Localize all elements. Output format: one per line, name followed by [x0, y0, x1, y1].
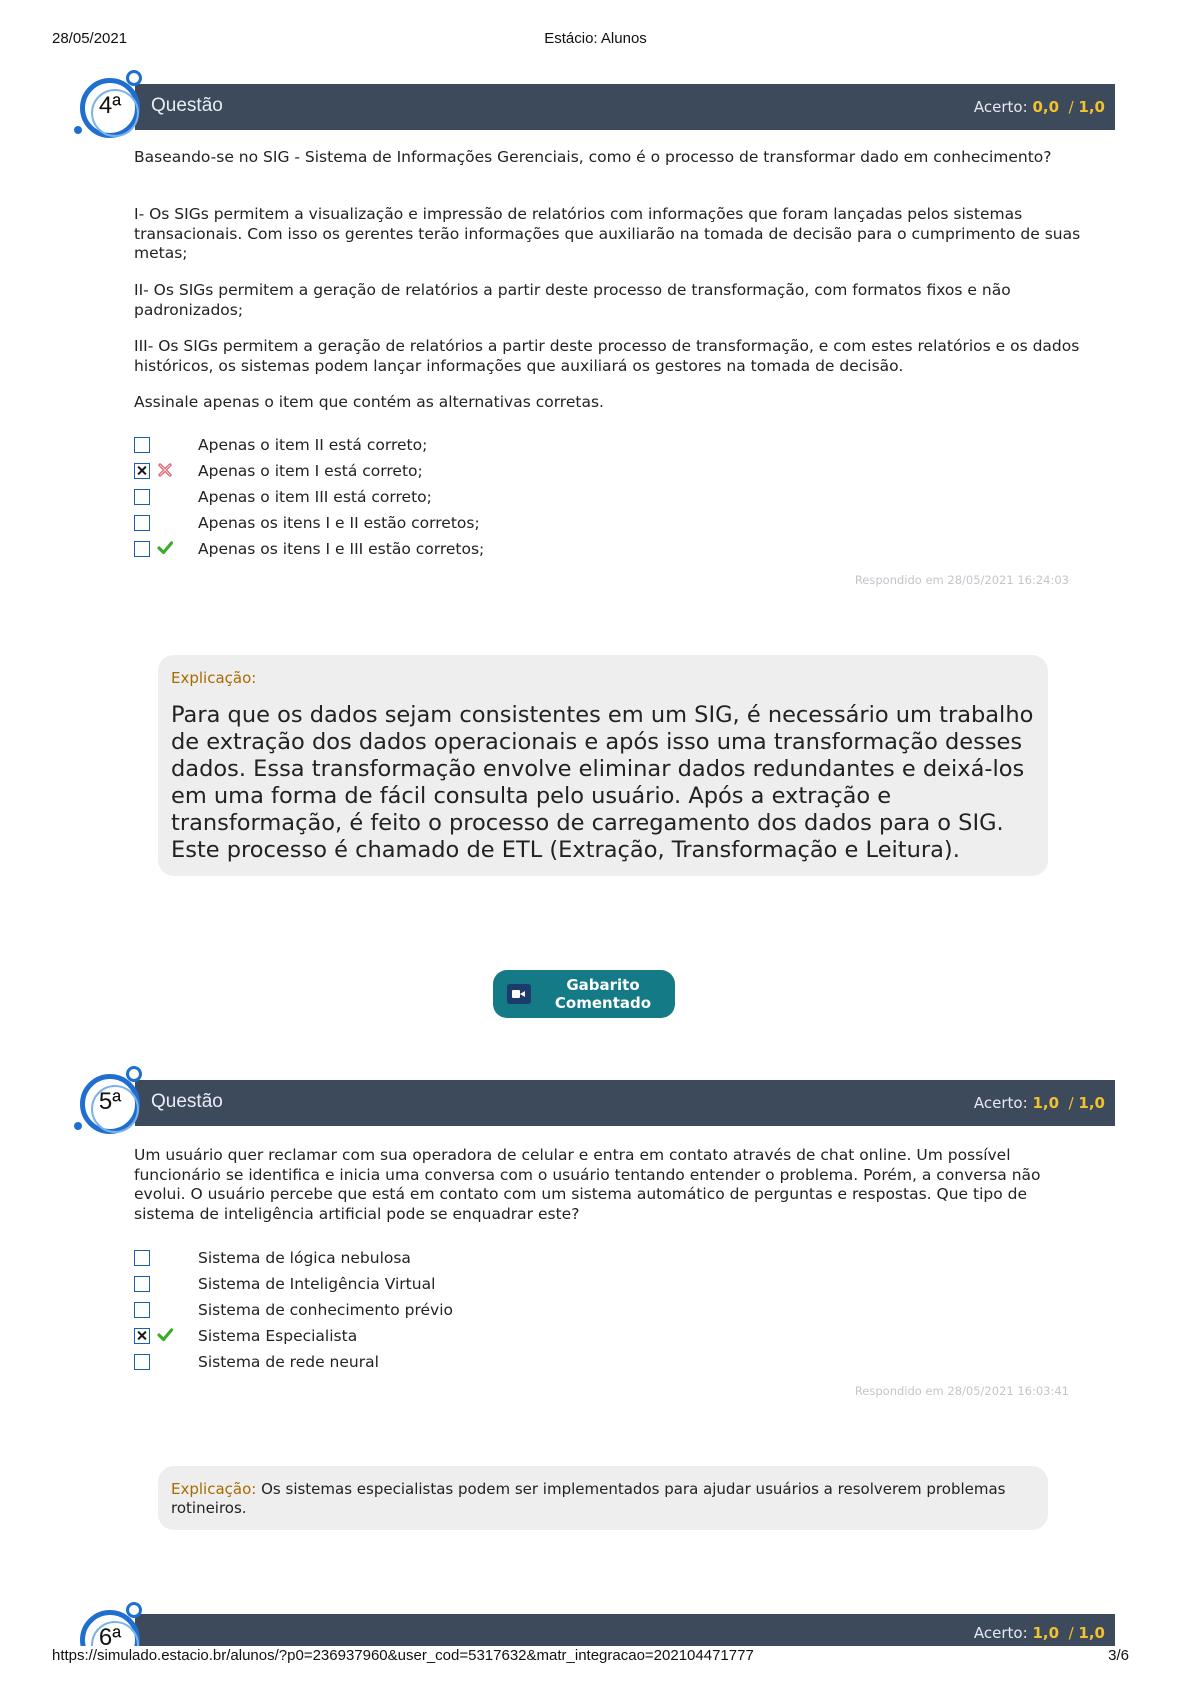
paragraph: III- Os SIGs permitem a geração de relatórios a partir deste processo de transformação, e com estes relatórios e os dados históricos, os sistemas podem lançar informações que auxiliará os gestores na tomada de decisão. — [134, 337, 1080, 375]
question-number-badge — [80, 1600, 150, 1646]
score: Acerto: 1,0 / 1,0 — [973, 1624, 1105, 1642]
print-header — [0, 30, 1191, 52]
question-4-statement — [134, 148, 1084, 168]
option-row[interactable] — [134, 1302, 834, 1324]
checkbox[interactable] — [134, 1250, 150, 1266]
option-row[interactable] — [134, 437, 834, 459]
option-row[interactable] — [134, 515, 834, 537]
checkbox[interactable] — [134, 1276, 150, 1292]
print-title: Estácio: Alunos — [544, 30, 647, 47]
answered-timestamp: Respondido em 28/05/2021 16:03:41 — [854, 1384, 1069, 1398]
option-row[interactable] — [134, 463, 834, 485]
question-number: 4ª — [98, 92, 122, 119]
question-6-header — [135, 1614, 1115, 1646]
checkbox[interactable] — [134, 541, 150, 557]
checkbox[interactable] — [134, 437, 150, 453]
score: Acerto: 1,0 / 1,0 — [973, 1094, 1105, 1112]
score-value: 1,0 — [1032, 1624, 1060, 1642]
paragraph: Baseando-se no SIG - Sistema de Informações Gerenciais, como é o processo de transformar dado em conhecimento? — [134, 148, 1052, 166]
checkbox[interactable] — [134, 1354, 150, 1370]
option-label: Apenas o item I está correto; — [198, 462, 423, 480]
option-label: Sistema de conhecimento prévio — [198, 1301, 453, 1319]
explanation-box — [158, 655, 1048, 876]
print-footer — [0, 1647, 1191, 1669]
option-row[interactable] — [134, 1250, 834, 1272]
paragraph: Assinale apenas o item que contém as alternativas corretas. — [134, 393, 604, 411]
paragraph: II- Os SIGs permitem a geração de relatórios a partir deste processo de transformação, com formatos fixos e não padronizados; — [134, 281, 1011, 319]
score-value: 0,0 — [1032, 98, 1060, 116]
print-date: 28/05/2021 — [52, 30, 128, 47]
option-label: Apenas os itens I e III estão corretos; — [198, 540, 485, 558]
question-label: Questão — [151, 95, 223, 116]
explanation-label: Explicação: — [171, 1480, 257, 1498]
print-url: https://simulado.estacio.br/alunos/?p0=236937960&user_cod=5317632&matr_integracao=202104471777 — [52, 1647, 754, 1664]
page-number: 3/6 — [1108, 1647, 1129, 1664]
option-row[interactable] — [134, 1354, 834, 1376]
correct-answer-icon — [156, 1326, 174, 1344]
checkbox[interactable] — [134, 515, 150, 531]
option-label: Apenas o item III está correto; — [198, 488, 432, 506]
explanation-box — [158, 1466, 1048, 1530]
option-row[interactable] — [134, 489, 834, 511]
score: Acerto: 0,0 / 1,0 — [973, 98, 1105, 116]
video-icon — [507, 984, 531, 1004]
question-label: Questão — [151, 1091, 223, 1112]
checkbox[interactable] — [134, 1302, 150, 1318]
question-number: 5ª — [98, 1088, 122, 1115]
question-5-header — [135, 1080, 1115, 1126]
score-value: 1,0 — [1032, 1094, 1060, 1112]
option-label: Apenas o item II está correto; — [198, 436, 428, 454]
checkbox-checked[interactable] — [134, 463, 150, 479]
option-row[interactable] — [134, 1328, 834, 1350]
option-row[interactable] — [134, 1276, 834, 1298]
option-label: Apenas os itens I e II estão corretos; — [198, 514, 480, 532]
score-max: 1,0 — [1078, 1094, 1105, 1112]
explanation-label: Explicação: — [171, 669, 257, 687]
question-5-statement — [134, 1146, 1084, 1224]
score-max: 1,0 — [1078, 98, 1105, 116]
checkbox-checked[interactable] — [134, 1328, 150, 1344]
option-label: Sistema de rede neural — [198, 1353, 379, 1371]
answered-timestamp: Respondido em 28/05/2021 16:24:03 — [854, 573, 1069, 587]
wrong-answer-icon — [156, 461, 174, 479]
question-number-badge — [80, 78, 150, 148]
correct-answer-icon — [156, 539, 174, 557]
score-max: 1,0 — [1078, 1624, 1105, 1642]
option-label: Sistema de Inteligência Virtual — [198, 1275, 436, 1293]
gabarito-comentado-button[interactable]: Gabarito Comentado — [493, 970, 675, 1018]
explanation-text: Para que os dados sejam consistentes em um SIG, é necessário um trabalho de extração dos dados operacionais e após isso uma transformação desses dados. Essa transformação envolve eliminar dados redundantes e deixá-los em uma forma de fácil consulta pelo usuário. Após a extração e transformação, é feito o processo de carregamento dos dados para o SIG. Este processo é chamado de ETL (Extração, Transformação e Leitura). — [171, 702, 1034, 863]
explanation-text: Os sistemas especialistas podem ser implementados para ajudar usuários a resolverem problemas rotineiros. — [171, 1480, 1006, 1517]
option-row[interactable] — [134, 541, 834, 563]
paragraph: Um usuário quer reclamar com sua operadora de celular e entra em contato através de chat online. Um possível funcionário se identifica e inicia uma conversa com o usuário tentando entender o problema. Porém, a conversa não evolui. O usuário percebe que está em contato com um sistema automático de perguntas e respostas. Que tipo de sistema de inteligência artificial pode se enquadrar este? — [134, 1146, 1041, 1223]
checkbox[interactable] — [134, 489, 150, 505]
option-label: Sistema Especialista — [198, 1327, 358, 1345]
question-number-badge — [80, 1074, 150, 1144]
question-number: 6ª — [98, 1624, 122, 1646]
option-label: Sistema de lógica nebulosa — [198, 1249, 411, 1267]
paragraph: I- Os SIGs permitem a visualização e impressão de relatórios com informações que foram lançadas pelos sistemas transacionais. Com isso os gerentes terão informações que auxiliarão na tomada de decisão para o cumprimento de suas metas; — [134, 205, 1081, 262]
question-4-header — [135, 84, 1115, 130]
